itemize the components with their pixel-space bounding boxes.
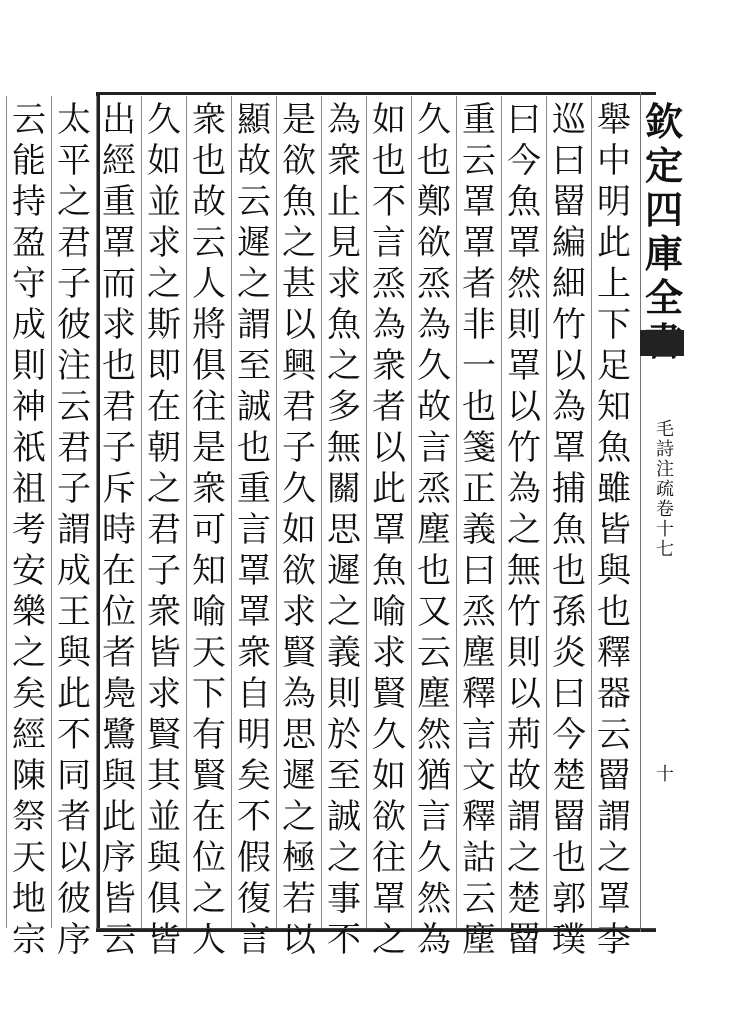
text-column: 久 如 並 求 之 斯 即 在 朝 之 君 子 衆 皆 求 賢 其 並 與 俱 皆 — [141, 96, 186, 928]
text-column: 衆 也 故 云 人 將 俱 往 是 衆 可 知 喻 天 下 有 賢 在 位 之 人 — [186, 96, 231, 928]
text-column: 云 能 持 盈 守 成 則 神 祇 祖 考 安 樂 之 矣 經 陳 祭 天 地 宗 — [6, 96, 51, 928]
text-column: 曰 今 魚 罩 然 則 罩 以 竹 為 之 無 竹 則 以 荊 故 謂 之 楚 罶 — [501, 96, 546, 928]
margin-title: 欽 定 四 庫 全 — [644, 99, 683, 320]
margin-volume: 毛 詩 注 疏 卷 十 七 — [656, 419, 674, 560]
margin-page-number: 十 — [656, 764, 674, 785]
text-column: 為 衆 止 見 求 魚 之 多 無 關 思 遲 之 義 則 於 至 誠 之 事 不 — [321, 96, 366, 928]
text-column: 舉 中 明 此 上 下 足 知 魚 雖 皆 與 也 釋 器 云 罶 謂 之 罩 李 — [591, 96, 636, 928]
text-column: 如 也 不 言 烝 為 衆 者 以 此 罩 魚 喻 求 賢 久 如 欲 往 罩 之 — [366, 96, 411, 928]
text-column: 是 欲 魚 之 甚 以 興 君 子 久 如 欲 求 賢 為 思 遲 之 極 若 以 — [276, 96, 321, 928]
text-column: 巡 曰 罶 編 細 竹 以 為 罩 捕 魚 也 孫 炎 曰 今 楚 罶 也 郭 璞 — [546, 96, 591, 928]
volume-label: 卷 十 七 — [656, 499, 674, 560]
fish-tail-mark — [640, 330, 684, 356]
text-column: 重 云 罩 罩 者 非 一 也 箋 正 義 曰 烝 塵 釋 言 文 釋 詁 云 塵 — [456, 96, 501, 928]
bottom-rule — [96, 928, 656, 935]
text-column: 久 也 鄭 欲 烝 為 久 故 言 烝 塵 也 又 云 塵 然 猶 言 久 然 為 — [411, 96, 456, 928]
text-block — [12, 96, 636, 960]
text-column: 太 平 之 君 子 彼 注 云 君 子 謂 成 王 與 此 不 同 者 以 彼 序 — [51, 96, 96, 928]
text-column: 出 經 重 罩 而 求 也 君 子 斥 時 在 位 者 鳧 鷺 與 此 序 皆 云 — [96, 96, 141, 928]
text-column: 顯 故 云 遲 之 謂 至 誠 也 重 言 罩 罩 衆 自 明 矣 不 假 復 言 — [231, 96, 276, 928]
